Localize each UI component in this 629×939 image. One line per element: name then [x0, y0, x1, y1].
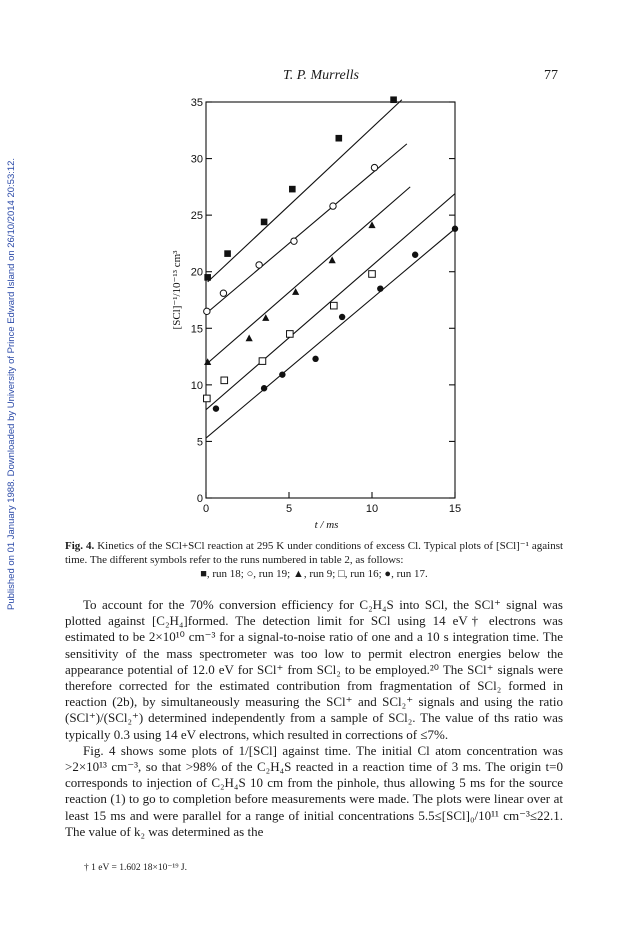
y-tick-label: 20 [190, 266, 203, 279]
plot-frame [206, 102, 455, 498]
page-number: 77 [544, 68, 558, 83]
point-filled-triangle [246, 334, 253, 341]
y-axis-label: [SCl]⁻¹/10⁻¹³ cm³ [171, 250, 183, 330]
point-filled-square [336, 135, 343, 142]
footnote: † 1 eV = 1.602 18×10⁻¹⁹ J. [84, 863, 187, 873]
figure-caption [65, 539, 563, 581]
body-text [65, 597, 563, 840]
x-tick-label: 0 [202, 503, 210, 515]
x-tick-label: 15 [448, 503, 462, 515]
y-tick-label: 25 [190, 210, 203, 223]
x-axis-label: t / ms [314, 519, 339, 531]
point-open-square [331, 302, 338, 309]
point-open-circle [220, 290, 226, 296]
download-notice-text: Published on 01 January 1988. Downloaded by University of Prince Edward Island on 26/10/2014 20:53:12. [6, 157, 17, 610]
fit-line [206, 187, 410, 365]
point-filled-square [261, 219, 268, 226]
point-open-circle [256, 262, 262, 268]
caption-line-2: of [SCl]⁻¹ against time. The different symbols refer to the runs numbered in table 2, as follows: [65, 540, 564, 566]
y-tick-label: 10 [190, 379, 203, 392]
point-open-square [369, 271, 376, 278]
point-filled-square [224, 250, 231, 257]
point-filled-circle [312, 356, 318, 362]
point-open-square [259, 358, 266, 365]
point-open-circle [371, 164, 377, 170]
caption-line-3: ■, run 18; ○, run 19; ▲, run 9; □, run 16; ●, run 17. [200, 568, 428, 580]
y-tick-label: 5 [196, 436, 203, 449]
point-filled-circle [339, 314, 345, 320]
point-filled-square [390, 96, 397, 103]
paragraph-1: To account for the 70% conversion efficiency for C₂H₄S into SCl, the SCl⁺ signal was plotted against [C₂H₄]formed. The detection limit for SCl using 14 eV† electrons was estimated to be 2×10¹⁰ cm⁻³ for a signal-to-noise ratio of one and a 10 s integration time. The sensitivity of the mass spectrometer was too low to permit electron energies below the appearance potential of 12.0 eV for SCl⁺ from SCl₂ to be employed.²⁰ The SCl⁺ signals were therefore corrected for the estimated contribution from fragmentation of SCl₂ formed in reaction (2b), by simultaneously measuring the SCl⁺ and SCl₂⁺ signals and using the ratio (SCl⁺)/(SCl₂⁺) determined independently from a sample of SCl₂. The value of ths ratio was typically 0.3 using 14 eV electrons, which resulted in corrections of ≤7%. [65, 597, 563, 742]
y-tick-label: 35 [190, 97, 203, 109]
point-filled-circle [452, 226, 458, 232]
point-filled-circle [412, 252, 418, 258]
point-filled-triangle [204, 358, 211, 365]
point-open-square [204, 395, 211, 402]
caption-label: Fig. 4. [65, 540, 95, 552]
running-head-author: T. P. Murrells [283, 68, 359, 83]
point-open-circle [330, 203, 336, 209]
fit-line [206, 194, 455, 410]
point-filled-circle [377, 285, 383, 291]
caption-line-1: Kinetics of the SCl+SCl reaction at 295 K under conditions of excess Cl. Typical plots [97, 540, 481, 552]
chart-axes [206, 102, 455, 498]
y-tick-label: 15 [190, 323, 203, 336]
download-notice [6, 110, 20, 610]
point-open-square [287, 331, 294, 338]
point-open-circle [291, 238, 297, 244]
y-tick-label: 0 [196, 493, 203, 505]
x-tick-label: 10 [365, 503, 379, 515]
fit-lines [206, 100, 455, 438]
kinetics-chart [160, 92, 480, 531]
point-open-circle [204, 308, 210, 314]
data-points [204, 96, 459, 411]
point-filled-circle [261, 385, 267, 391]
point-filled-square [289, 186, 296, 193]
point-filled-square [204, 274, 211, 281]
page-header [0, 68, 629, 86]
point-filled-circle [213, 405, 219, 411]
y-tick-label: 30 [190, 153, 203, 166]
x-tick-label: 5 [285, 503, 293, 515]
paragraph-2: Fig. 4 shows some plots of 1/[SCl] against time. The initial Cl atom concentration was >2×10¹³ cm⁻³, so that >98% of the C₂H₄S reacted in a reaction time of 3 ms. The origin t=0 corresponds to injection of C₂H₄S 10 cm from the pinhole, thus allowing 5 ms for the source reaction (1) to go to completion before measurements were made. The plots were linear over at least 15 ms and were parallel for a range of initial concentrations 5.5≤[SCl]₀/10¹¹ cm⁻³≤22.1. The value of k₂ was determined as the [65, 742, 563, 839]
fit-line [208, 100, 402, 282]
point-open-square [221, 377, 228, 384]
point-filled-circle [279, 371, 285, 377]
